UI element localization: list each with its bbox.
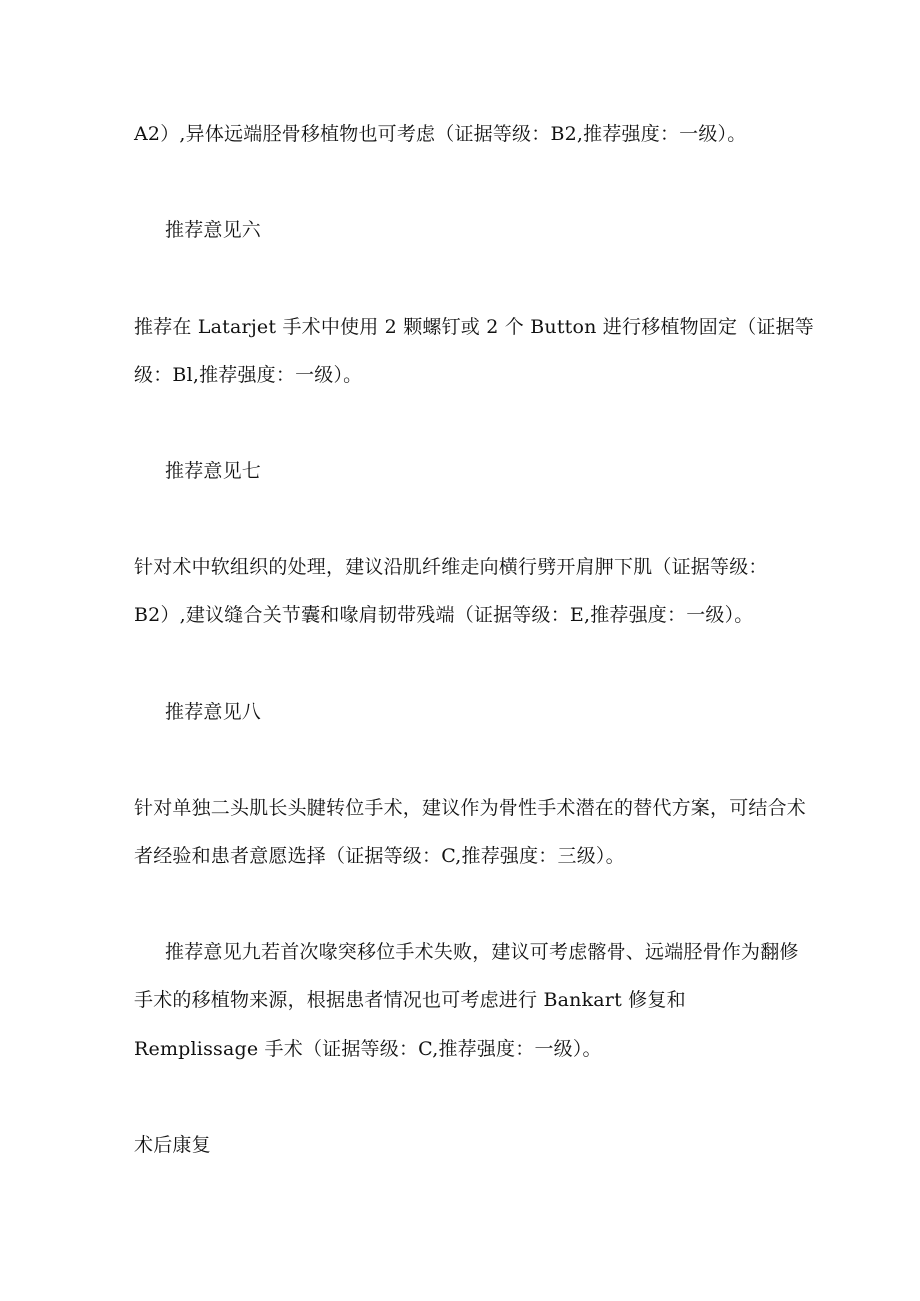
paragraph-line: Remplissage 手术（证据等级：C,推荐强度：一级）。 [134,1038,602,1060]
paragraph-line: 手术的移植物来源，根据患者情况也可考虑进行 Bankart 修复和 [134,989,686,1011]
paragraph-line: 推荐在 Latarjet 手术中使用 2 颗螺钉或 2 个 Button 进行移植物固定（证据等 [134,316,815,338]
paragraph-line: B2）,建议缝合关节囊和喙肩韧带残端（证据等级：E,推荐强度：一级）。 [134,604,754,626]
recommendation-heading-7: 推荐意见七 [165,460,262,482]
paragraph-line: 级：Bl,推荐强度：一级）。 [134,364,363,386]
paragraph-line: A2）,异体远端胫骨移植物也可考虑（证据等级：B2,推荐强度：一级）。 [134,123,747,145]
recommendation-heading-8: 推荐意见八 [165,701,262,723]
section-title: 术后康复 [134,1134,211,1156]
recommendation-heading-6: 推荐意见六 [165,219,262,241]
paragraph-line: 针对单独二头肌长头腱转位手术，建议作为骨性手术潜在的替代方案，可结合术 [134,797,807,819]
paragraph-line: 推荐意见九若首次喙突移位手术失败，建议可考虑髂骨、远端胫骨作为翻修 [165,941,799,963]
paragraph-line: 针对术中软组织的处理，建议沿肌纤维走向横行劈开肩胛下肌（证据等级： [134,556,768,578]
paragraph-line: 者经验和患者意愿选择（证据等级：C,推荐强度：三级）。 [134,845,625,867]
